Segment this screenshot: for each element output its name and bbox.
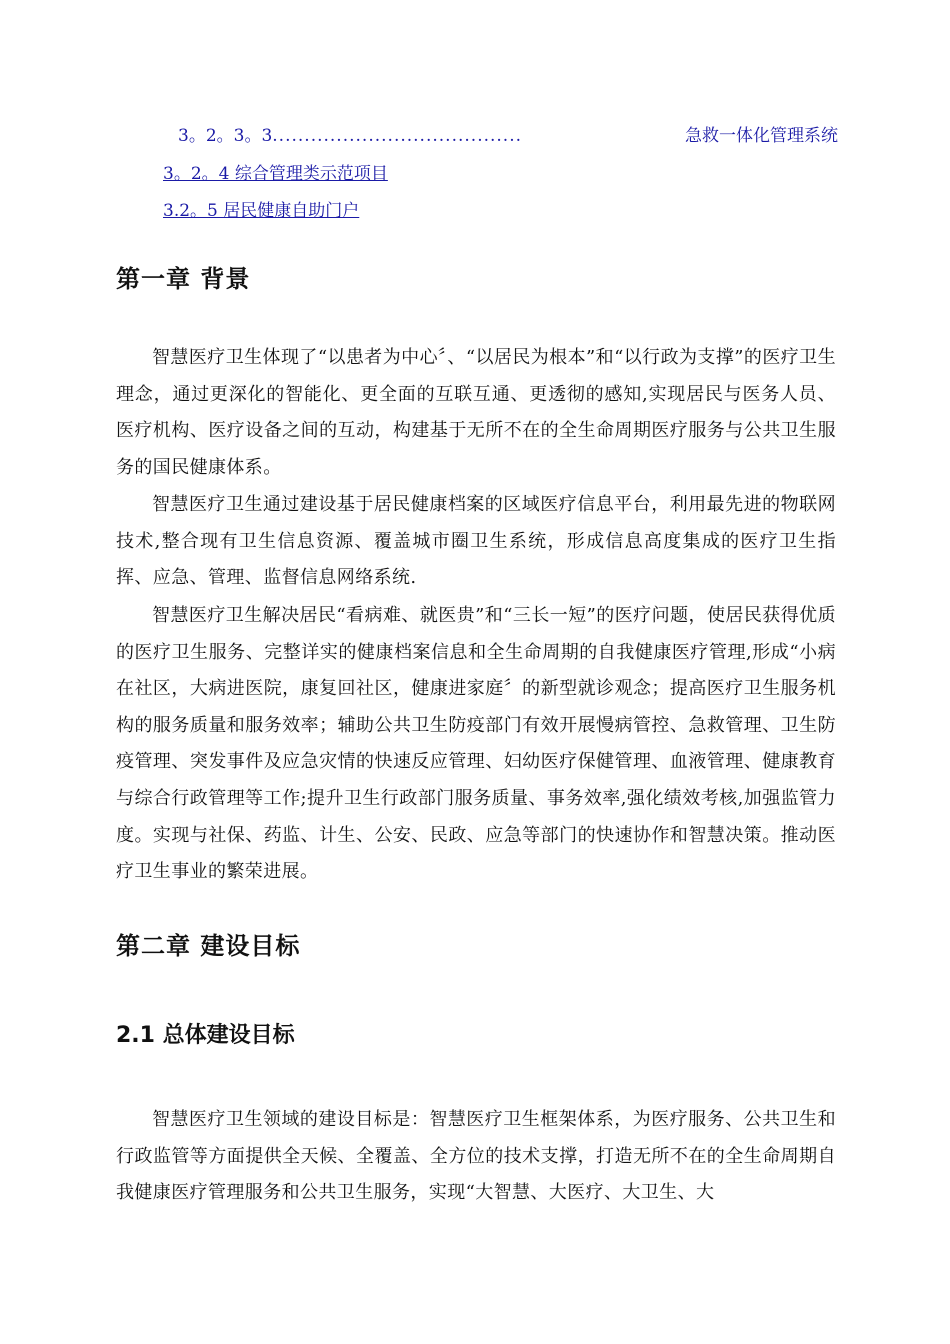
chapter-2-heading: 第二章 建设目标 — [116, 932, 301, 960]
chapter-1-paragraph-2: 智慧医疗卫生通过建设基于居民健康档案的区域医疗信息平台，利用最先进的物联网技术,整合现有卫生信息资源、覆盖城市圈卫生系统，形成信息高度集成的医疗卫生指挥、应急、管理、监督信息网络系统. — [116, 494, 836, 589]
toc-item-title: 急救一体化管理系统 — [685, 126, 838, 146]
chapter-1-paragraph-3: 智慧医疗卫生解决居民“看病难、就医贵”和“三长一短”的医疗问题，使居民获得优质的医疗卫生服务、完整详实的健康档案信息和全生命周期的自我健康医疗管理,形成“小病在社区，大病进医院，康复回社区，健康进家庭〞的新型就诊观念；提高医疗卫生服务机构的服务质量和服务效率；辅助公共卫生防疫部门有效开展慢病管控、急救管理、卫生防疫管理、突发事件及应急灾情的快速反应管理、妇幼医疗保健管理、血液管理、健康教育与综合行政管理等工作;提升卫生行政部门服务质量、事务效率,强化绩效考核,加强监管力度。实现与社保、药监、计生、公安、民政、应急等部门的快速协作和智慧决策。推动医疗卫生事业的繁荣进展。 — [116, 605, 836, 883]
section-2-1-heading: 2.1 总体建设目标 — [116, 1023, 295, 1048]
section-2-1-paragraph-1: 智慧医疗卫生领域的建设目标是：智慧医疗卫生框架体系，为医疗服务、公共卫生和行政监管等方面提供全天候、全覆盖、全方位的技术支撑，打造无所不在的全生命周期自我健康医疗管理服务和公共卫生服务，实现“大智慧、大医疗、大卫生、大 — [116, 1109, 836, 1204]
chapter-1-paragraph-1: 智慧医疗卫生体现了“以患者为中心〞、“以居民为根本”和“以行政为支撑”的医疗卫生理念，通过更深化的智能化、更全面的互联互通、更透彻的感知,实现居民与医务人员、医疗机构、医疗设备之间的互动，构建基于无所不在的全生命周期医疗服务与公共卫生服务的国民健康体系。 — [116, 347, 836, 478]
toc-item-number: 3。2。3。3 — [178, 126, 273, 146]
toc-link-3-2-4[interactable]: 3。2。4 综合管理类示范项目 — [163, 164, 388, 184]
toc-link-3-2-3-3[interactable] — [178, 124, 838, 155]
toc-leader-dots: ....................................... — [272, 126, 523, 146]
chapter-1-heading: 第一章 背景 — [116, 265, 251, 293]
toc-link-3-2-5[interactable]: 3.2。5 居民健康自助门户 — [163, 201, 360, 221]
